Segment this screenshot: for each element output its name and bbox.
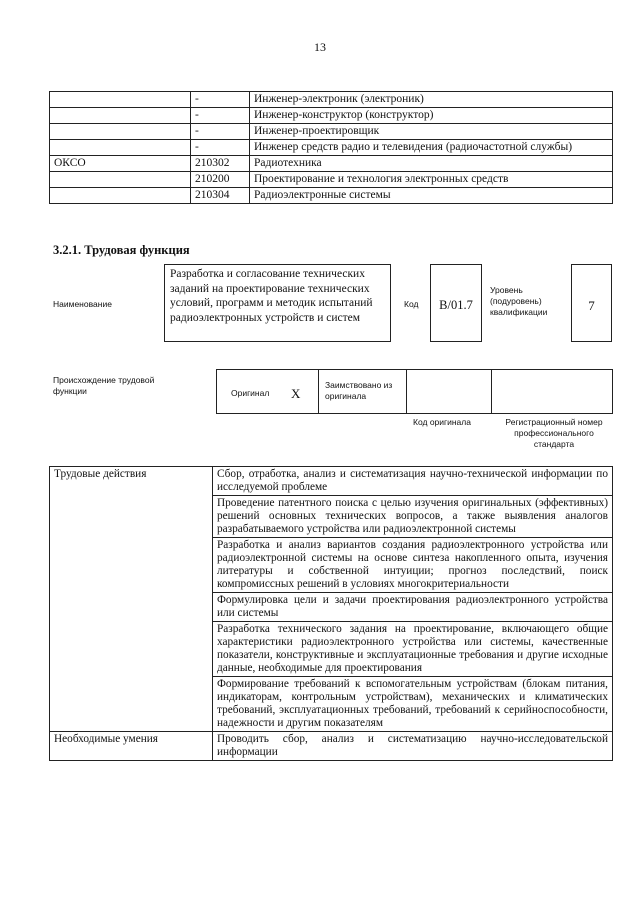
original-label: Оригинал [231, 388, 270, 398]
table-cell-code: - [191, 140, 250, 156]
table-cell-group [50, 188, 191, 204]
table-row [50, 92, 613, 108]
table-row [50, 140, 613, 156]
table-cell-code: - [191, 92, 250, 108]
table-cell-name: Проектирование и технология электронных средств [250, 172, 613, 188]
table-row [50, 467, 613, 496]
table-row [50, 156, 613, 172]
section-heading: 3.2.1. Трудовая функция [53, 243, 190, 257]
table-cell-code: 210304 [191, 188, 250, 204]
table-cell-code: - [191, 108, 250, 124]
table-cell-group [50, 92, 191, 108]
table-row [50, 188, 613, 204]
level-value: 7 [571, 264, 612, 342]
reg-number-caption: Регистрационный номер профессионального стандарта [505, 417, 603, 449]
code-label: Код [404, 299, 419, 309]
page-number: 13 [314, 40, 326, 54]
skills-label: Необходимые умения [50, 732, 213, 761]
table-cell-code: 210200 [191, 172, 250, 188]
table-cell-name: Инженер-проектировщик [250, 124, 613, 140]
code-original-caption: Код оригинала [413, 417, 471, 427]
name-label: Наименование [53, 299, 112, 309]
table-cell-code: - [191, 124, 250, 140]
action-item: Проведение патентного поиска с целью изучения оригинальных (эффективных) решений основных технических вопросов, а также выявления аналогов разрабатываемого устройства или радиоэлектронной системы [213, 496, 613, 538]
table-cell-group [50, 172, 191, 188]
function-code-value: В/01.7 [430, 264, 482, 342]
table-cell-code: 210302 [191, 156, 250, 172]
table-row [50, 124, 613, 140]
table-cell-name: Инженер-конструктор (конструктор) [250, 108, 613, 124]
table-row [50, 172, 613, 188]
table-cell-name: Инженер средств радио и телевидения (радиочастотной службы) [250, 140, 613, 156]
table-cell-group: ОКСО [50, 156, 191, 172]
table-cell-group [50, 140, 191, 156]
origin-label: Происхождение трудовой функции [53, 375, 155, 396]
action-item: Формулировка цели и задачи проектирования радиоэлектронного устройства или системы [213, 593, 613, 622]
column-divider [318, 370, 319, 413]
actions-label: Трудовые действия [50, 467, 213, 732]
skill-item: Проводить сбор, анализ и систематизацию научно-исследовательской информации [213, 732, 613, 761]
table-cell-name: Радиотехника [250, 156, 613, 172]
action-item: Сбор, отработка, анализ и систематизация научно-технической информации по исследуемой проблеме [213, 467, 613, 496]
table-row [50, 108, 613, 124]
labor-actions-table [49, 466, 613, 761]
borrowed-label: Заимствовано из оригинала [325, 380, 393, 401]
level-label: Уровень (подуровень) квалификации [490, 285, 548, 317]
column-divider [406, 370, 407, 413]
table-cell-group [50, 124, 191, 140]
origin-row [216, 369, 613, 414]
table-cell-name: Инженер-электроник (электроник) [250, 92, 613, 108]
original-mark: X [291, 386, 301, 401]
table-cell-name: Радиоэлектронные системы [250, 188, 613, 204]
table-cell-group [50, 108, 191, 124]
action-item: Разработка технического задания на проектирование, включающего общие характеристики радиоэлектронного устройства или системы, качественные показатели, конструктивные и эксплуатационные требования и другие исходные данные, необходимые для проектирования [213, 622, 613, 677]
action-item: Формирование требований к вспомогательным устройствам (блокам питания, индикаторам, контрольным устройствам), механических и климатических требований, эксплуатационных требований, требований к серийноспособности, надежности и другим показателям [213, 677, 613, 732]
action-item: Разработка и анализ вариантов создания радиоэлектронного устройства или радиоэлектронной системы на основе синтеза накопленного опыта, изучения литературы и собственной интуиции; прогноз последствий, поиск компромиссных решений в условиях многокритериальности [213, 538, 613, 593]
function-name-value: Разработка и согласование технических заданий на проектирование технических условий, программ и методик испытаний радиоэлектронных устройств и систем [164, 264, 391, 342]
classification-table [49, 91, 613, 204]
column-divider [491, 370, 492, 413]
table-row [50, 732, 613, 761]
